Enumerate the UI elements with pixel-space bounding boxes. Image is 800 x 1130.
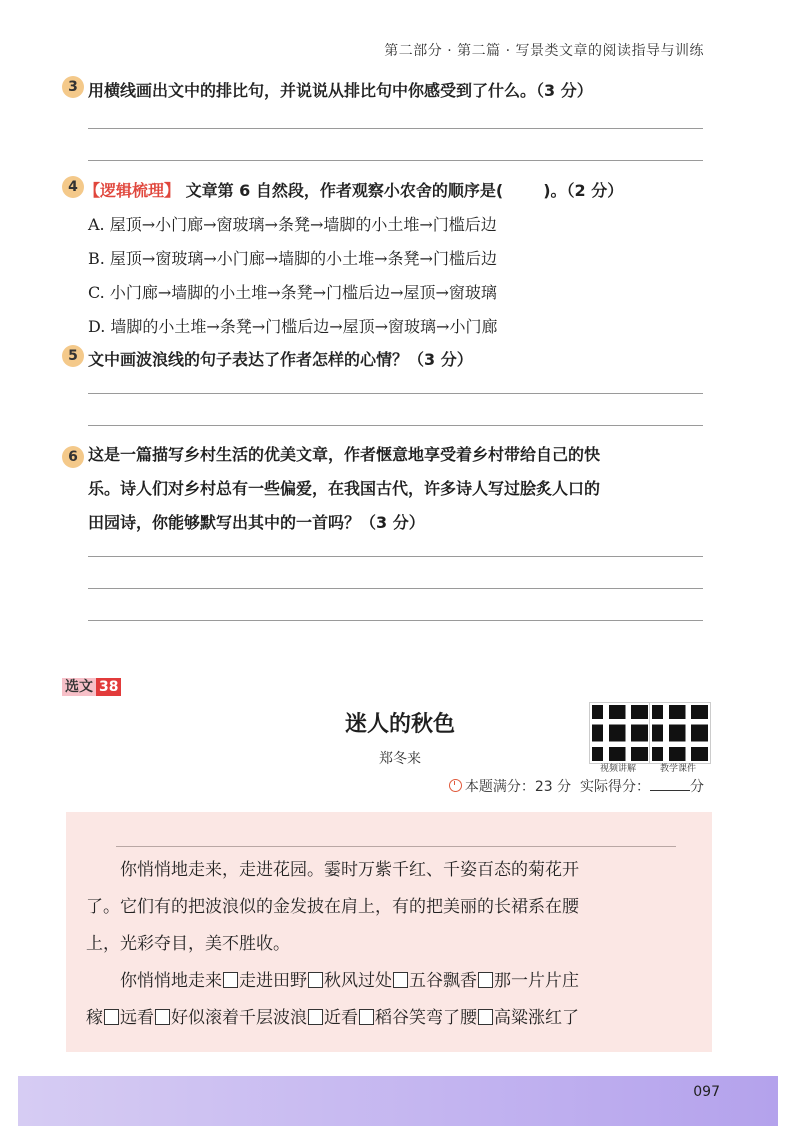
punctuation-box[interactable] xyxy=(223,972,238,988)
passage-fragment: 五谷飘香 xyxy=(409,971,477,991)
option-c[interactable]: C. 小门廊→墙脚的小土堆→条凳→门槛后边→屋顶→窗玻璃 xyxy=(88,283,497,302)
answer-line[interactable] xyxy=(88,128,703,129)
passage-fragment: 那一片片庄 xyxy=(494,971,579,991)
option-d[interactable]: D. 墙脚的小土堆→条凳→门槛后边→屋顶→窗玻璃→小门廊 xyxy=(88,317,498,336)
passage-fragment: 近看 xyxy=(324,1008,358,1028)
option-a[interactable]: A. 屋顶→小门廊→窗玻璃→条凳→墙脚的小土堆→门槛后边 xyxy=(88,215,497,234)
selection-label xyxy=(62,676,121,698)
page-number: 097 xyxy=(693,1084,720,1100)
passage-fragment: 你悄悄地走来 xyxy=(120,971,222,991)
full-score: 本题满分：23 分 xyxy=(464,779,572,795)
answer-line[interactable] xyxy=(88,393,703,394)
punctuation-box[interactable] xyxy=(393,972,408,988)
question-number: 5 xyxy=(62,345,84,367)
passage-fragment: 远看 xyxy=(120,1008,154,1028)
actual-score-label: 实际得分： xyxy=(580,779,650,795)
divider xyxy=(116,846,676,847)
question-6-line: 田园诗，你能够默写出其中的一首吗？（3 分） xyxy=(88,513,425,532)
article-author: 郑冬来 xyxy=(379,751,421,767)
question-number: 3 xyxy=(62,76,84,98)
question-3-number-badge xyxy=(62,76,84,98)
selection-number: 38 xyxy=(96,678,121,696)
question-6-number-badge xyxy=(62,446,84,468)
question-4-number-badge xyxy=(62,176,84,198)
answer-line[interactable] xyxy=(88,556,703,557)
passage-line: 上，光彩夺目，美不胜收。 xyxy=(86,934,290,954)
question-6-line: 这是一篇描写乡村生活的优美文章，作者惬意地享受着乡村带给自己的快 xyxy=(88,445,601,464)
qr-code-video[interactable] xyxy=(590,703,650,763)
punctuation-box[interactable] xyxy=(478,972,493,988)
passage-box xyxy=(66,812,712,1052)
passage-line: 了。它们有的把波浪似的金发披在肩上，有的把美丽的长裙系在腰 xyxy=(86,897,579,917)
question-5-text: 文中画波浪线的句子表达了作者怎样的心情？（3 分） xyxy=(88,350,473,369)
qr-code-courseware[interactable] xyxy=(650,703,710,763)
passage-fragment: 好似滚着千层波浪 xyxy=(171,1008,307,1028)
selection-label-text: 选文 xyxy=(62,678,96,696)
punctuation-box[interactable] xyxy=(155,1009,170,1025)
score-unit: 分 xyxy=(690,779,704,795)
running-header: 第二部分 · 第二篇 · 写景类文章的阅读指导与训练 xyxy=(384,43,704,59)
answer-line[interactable] xyxy=(88,620,703,621)
passage-fragment: 高粱涨红了 xyxy=(494,1008,579,1028)
punctuation-box[interactable] xyxy=(308,1009,323,1025)
punctuation-box[interactable] xyxy=(104,1009,119,1025)
question-tag: 【逻辑梳理】 xyxy=(84,181,181,200)
question-number: 4 xyxy=(62,176,84,198)
question-4-stem-end: )。（2 分） xyxy=(543,181,624,200)
article-title: 迷人的秋色 xyxy=(344,712,455,737)
passage-fragment: 秋风过处 xyxy=(324,971,392,991)
score-blank[interactable] xyxy=(650,778,690,791)
question-number: 6 xyxy=(62,446,84,468)
passage-line xyxy=(86,1000,696,1037)
question-5-number-badge xyxy=(62,345,84,367)
passage-text xyxy=(86,852,696,1037)
paragraph xyxy=(86,852,696,963)
answer-line[interactable] xyxy=(88,425,703,426)
paragraph xyxy=(86,963,696,1000)
passage-fragment: 走进田野 xyxy=(239,971,307,991)
question-4-text xyxy=(84,178,623,201)
question-6-line: 乐。诗人们对乡村总有一些偏爱，在我国古代，许多诗人写过脍炙人口的 xyxy=(88,479,601,498)
answer-line[interactable] xyxy=(88,160,703,161)
passage-line: 你悄悄地走来，走进花园。霎时万紫千红、千姿百态的菊花开 xyxy=(120,860,579,880)
question-3-text: 用横线画出文中的排比句，并说说从排比句中你感受到了什么。（3 分） xyxy=(88,81,593,100)
passage-fragment: 稻谷笑弯了腰 xyxy=(375,1008,477,1028)
passage-fragment: 稼 xyxy=(86,1008,103,1028)
qr-caption-courseware: 教学课件 xyxy=(659,764,696,774)
option-b[interactable]: B. 屋顶→窗玻璃→小门廊→墙脚的小土堆→条凳→门槛后边 xyxy=(88,249,497,268)
score-line xyxy=(449,776,704,796)
question-6-text xyxy=(88,438,708,540)
punctuation-box[interactable] xyxy=(308,972,323,988)
qr-caption-video: 视频讲解 xyxy=(599,764,636,774)
clock-icon xyxy=(449,779,462,792)
footer-band xyxy=(18,1076,778,1126)
punctuation-box[interactable] xyxy=(359,1009,374,1025)
question-4-stem: 文章第 6 自然段，作者观察小农舍的顺序是( xyxy=(185,181,504,200)
punctuation-box[interactable] xyxy=(478,1009,493,1025)
answer-line[interactable] xyxy=(88,588,703,589)
